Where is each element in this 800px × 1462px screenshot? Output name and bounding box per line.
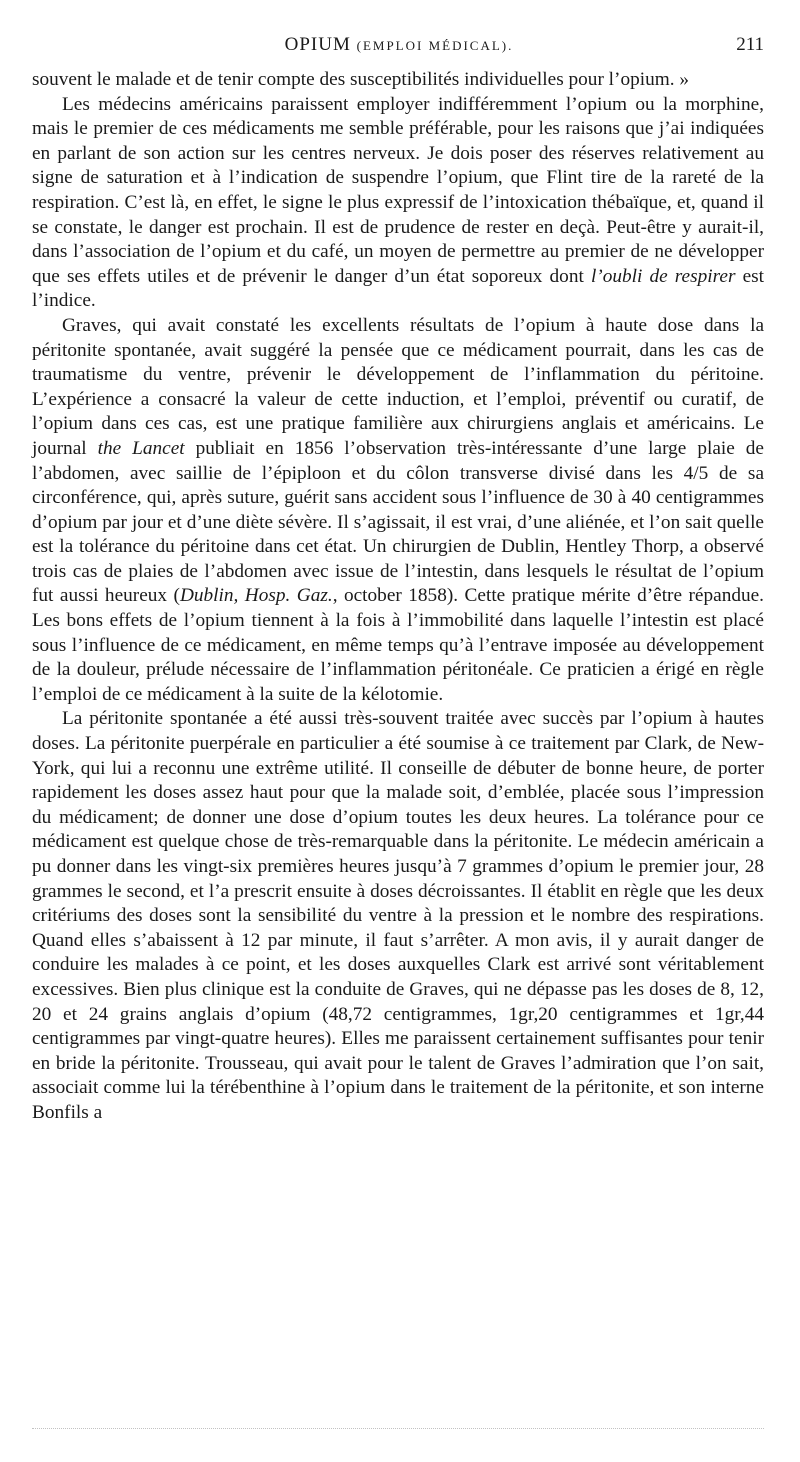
page-number: 211: [736, 34, 764, 55]
paragraph: [32, 314, 764, 708]
italic-text: l’oubli de respirer: [590, 265, 736, 287]
text-run: Graves, qui avait constaté les excellents résultats de l’opium à haute dose dans la péritonite spontanée, avait suggéré la pensée que ce médicament pourrait, dans les cas de traumatisme du ventre, prévenir le développement de l’inflammation du péritoine. L’expérience a consacré la valeur de cette induction, et l’emploi, préventif ou curatif, de l’opium dans ces cas, est une pratique familière aux chirurgiens anglais et américains. Le journal: [32, 314, 764, 459]
body-text: [32, 68, 764, 1126]
running-title-sub: (EMPLOI MÉDICAL).: [356, 38, 514, 53]
footer-rule: [32, 1428, 764, 1429]
running-header: [34, 30, 764, 60]
text-run: publiait en 1856 l’observation très-intéressante d’une large plaie de l’abdomen, avec saillie de l’épiploon et du côlon transverse divisé dans les 4/5 de sa circonférence, qui, après suture, guérit sans accident sous l’influence de 30 à 40 centigrammes d’opium par jour et d’une diète sévère. Il s’agissait, il est vrai, d’une aliénée, et l’on sait quelle est la tolérance du péritoine dans cet état. Un chirurgien de Dublin, Hentley Thorp, a observé trois cas de plaies de l’abdomen avec issue de l’intestin, dans lesquels le résultat de l’opium fut aussi heureux (: [32, 437, 764, 607]
paragraph: [32, 68, 764, 93]
running-title: [34, 34, 764, 56]
text-run: est l’indice.: [32, 265, 764, 312]
text-run: Les médecins américains paraissent employer indifféremment l’opium ou la morphine, mais le premier de ces médicaments me semble préférable, pour les raisons que j’ai indiquées en parlant de son action sur les centres nerveux. Je dois poser des réserves relativement au signe de saturation et à l’indication de suspendre l’opium, que Flint tire de la rareté de la respiration. C’est là, en effet, le signe le plus expressif de l’intoxication thébaïque, et, quand il se constate, le danger est prochain. Il est de prudence de rester en deçà. Peut-être y aurait-il, dans l’association de l’opium et du café, un moyen de permettre au premier de ne développer que ses effets utiles et de prévenir le danger d’un état soporeux dont: [32, 93, 764, 287]
italic-text: the Lancet: [97, 437, 185, 459]
text-run: souvent le malade et de tenir compte des susceptibilités individuelles pour l’opium. »: [32, 69, 690, 90]
italic-text: Dublin, Hosp. Gaz.: [179, 585, 333, 607]
paragraph: [32, 93, 764, 314]
text-run: La péritonite spontanée a été aussi très-souvent traitée avec succès par l’opium à hautes doses. La péritonite puerpérale en particulier a été soumise à ce traitement par Clark, de New-York, qui lui a reconnu une extrême utilité. Il conseille de débuter de bonne heure, de porter rapidement les doses assez haut pour que la malade soit, d’emblée, placée sous l’impression du médicament; de donner une dose d’opium toutes les deux heures. La tolérance pour ce médicament est quelque chose de très-remarquable dans la péritonite. Le médecin américain a pu donner dans les vingt-six premières heures jusqu’à 7 grammes d’opium le premier jour, 28 grammes le second, et l’a prescrit ensuite à doses décroissantes. Il établit en règle que les deux critériums des doses sont la sensibilité du ventre à la pression et le nombre des respirations. Quand elles s’abaissent à 12 par minute, il faut s’arrêter. A mon avis, il y aurait danger de conduire les malades à ce point, et les doses auxquelles Clark est arrivé sont véritablement excessives. Bien plus clinique est la conduite de Graves, qui ne dépasse pas les doses de 8, 12, 20 et 24 grains anglais d’opium (48,72 centigrammes, 1gr,20 centigrammes et 1gr,44 centigrammes par vingt-quatre heures). Elles me paraissent certainement suffisantes pour tenir en bride la péritonite. Trousseau, qui avait pour le talent de Graves l’admiration que l’on sait, associait comme lui la térébenthine à l’opium dans le traitement de la péritonite, et son interne Bonfils a: [32, 708, 764, 1123]
text-run: , october 1858). Cette pratique mérite d’être répandue. Les bons effets de l’opium tiennent à la fois à l’immobilité dans laquelle l’intestin est placé sous l’influence de ce médicament, en même temps qu’à l’entrave imposée au développement de la douleur, prélude nécessaire de l’inflammation péritonéale. Ce praticien a érigé en règle l’emploi de ce médicament à la suite de la kélotomie.: [32, 585, 764, 705]
running-title-main: OPIUM: [284, 34, 351, 55]
paragraph: [32, 707, 764, 1125]
